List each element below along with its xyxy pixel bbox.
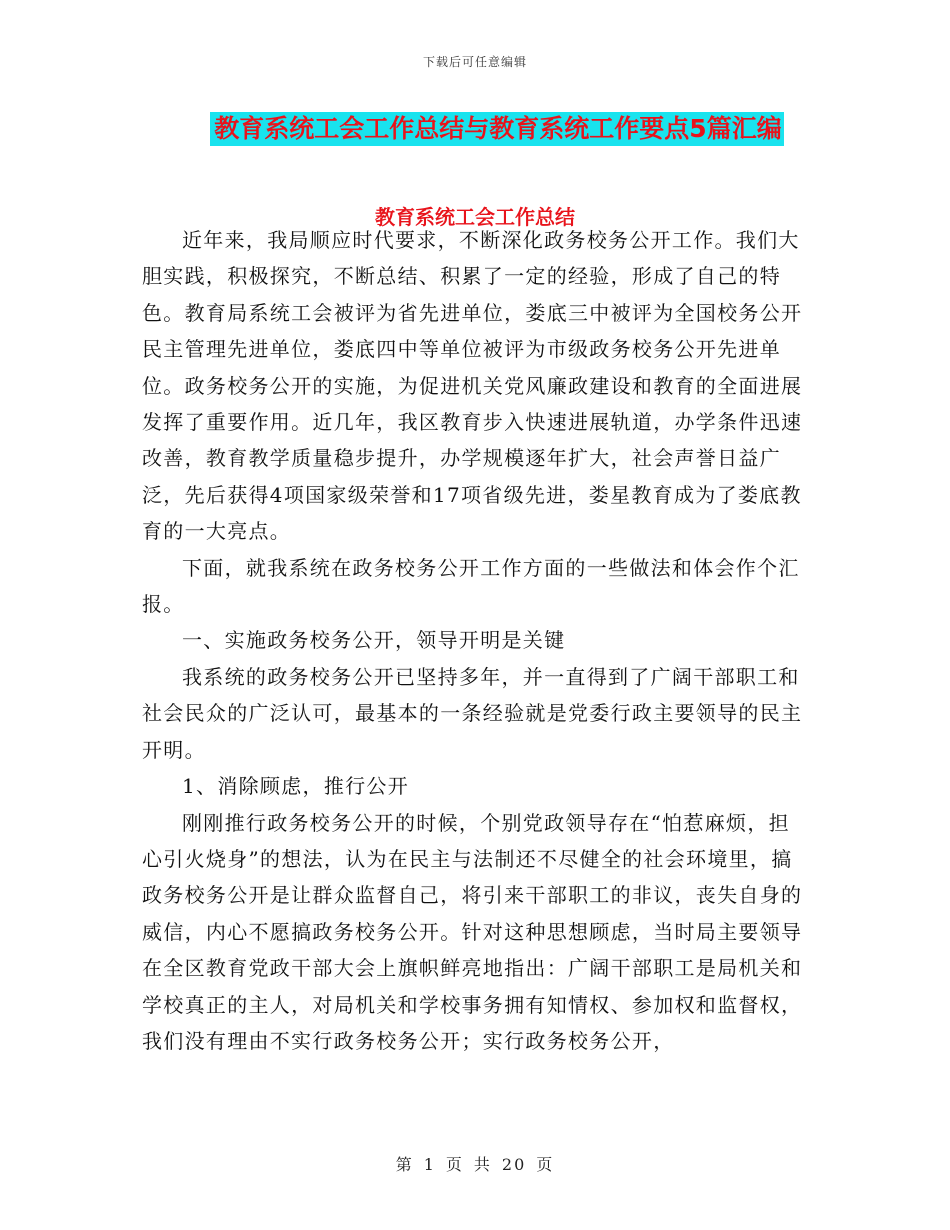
- paragraph: 我系统的政务校务公开已坚持多年，并一直得到了广阔干部职工和社会民众的广泛认可，最基本的一条经验就是党委行政主要领导的民主开明。: [142, 664, 803, 762]
- paragraph-heading: 一、实施政务校务公开，领导开明是关键: [182, 628, 566, 653]
- total-pages-number: 20: [501, 1155, 527, 1174]
- paragraph: 近年来，我局顺应时代要求，不断深化政务校务公开工作。我们大胆实践，积极探究，不断总结、积累了一定的经验，形成了自己的特色。教育局系统工会被评为省先进单位，娄底三中被评为全国校务公开民主管理先进单位，娄底四中等单位被评为市级政务校务公开先进单位。政务校务公开的实施，为促进机关党风廉政建设和教育的全面进展发挥了重要作用。近几年，我区教育步入快速进展轨道，办学条件迅速改善，教育教学质量稳步提升，办学规模逐年扩大，社会声誉日益广泛，先后获得4项国家级荣誉和17项省级先进，娄星教育成为了娄底教育的一大亮点。: [142, 228, 803, 544]
- page-label-mid2: 共: [473, 1155, 492, 1174]
- paragraph: 下面，就我系统在政务校务公开工作方面的一些做法和体会作个汇报。: [142, 555, 800, 617]
- main-title-wrap: [0, 112, 950, 146]
- page-label-prefix: 第: [395, 1155, 414, 1174]
- paragraph-subheading: 1、消除顾虑，推行公开: [182, 774, 410, 799]
- main-title: 教育系统工会工作总结与教育系统工作要点5篇汇编: [210, 112, 783, 146]
- section-title: 教育系统工会工作总结: [375, 205, 575, 229]
- document-body: [142, 222, 808, 1059]
- paragraph: 刚刚推行政务校务公开的时候，个别党政领导存在“怕惹麻烦，担心引火烧身”的想法，认为在民主与法制还不尽健全的社会环境里，搞政务校务公开是让群众监督自己，将引来干部职工的非议，丧失自身的威信，内心不愿搞政务校务公开。针对这种思想顾虑，当时局主要领导在全区教育党政干部大会上旗帜鲜亮地指出：广阔干部职工是局机关和学校真正的主人，对局机关和学校事务拥有知情权、参加权和监督权，我们没有理由不实行政务校务公开；实行政务校务公开，: [142, 810, 803, 1053]
- header-note: 下载后可任意编辑: [422, 55, 527, 69]
- page-label-suffix: 页: [536, 1155, 555, 1174]
- current-page-number: 1: [423, 1155, 436, 1174]
- page-footer: [0, 1152, 950, 1175]
- page-label-mid1: 页: [445, 1155, 464, 1174]
